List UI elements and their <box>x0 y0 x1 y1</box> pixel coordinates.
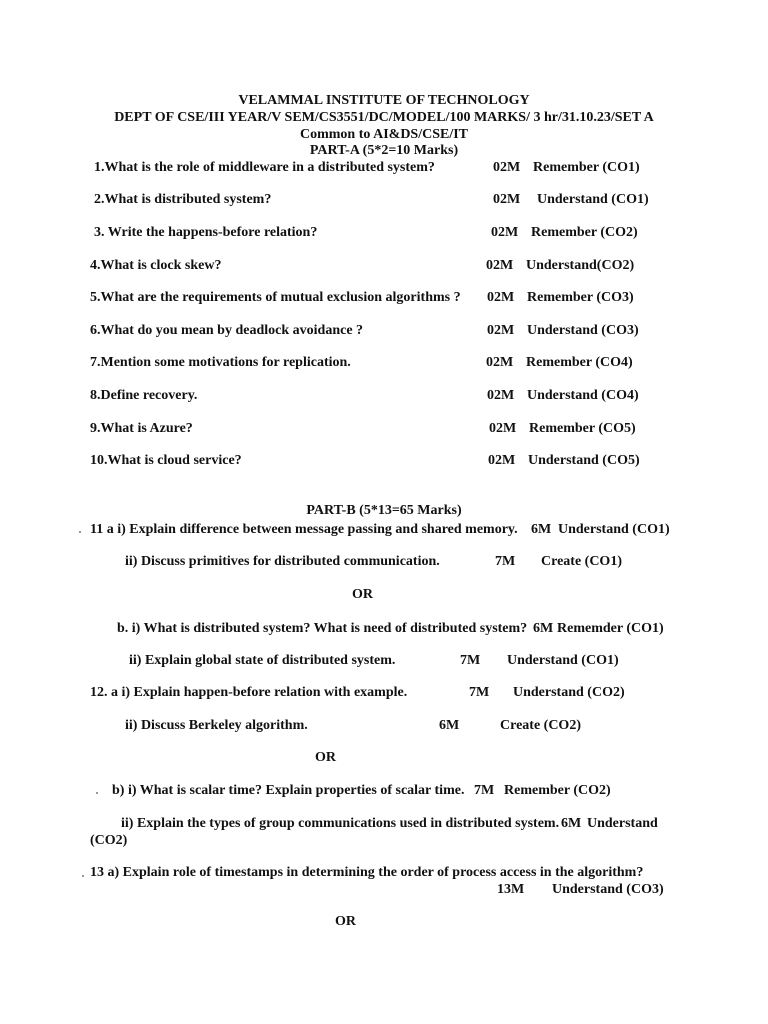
question-text: ii) Explain the types of group communications used in distributed system. <box>121 816 560 831</box>
question-text: 7.Mention some motivations for replication. <box>90 355 351 370</box>
exam-details-line: DEPT OF CSE/III YEAR/V SEM/CS3551/DC/MODEL/100 MARKS/ 3 hr/31.10.23/SET A <box>114 110 654 125</box>
bullet-mark <box>96 792 98 794</box>
question-text: 8.Define recovery. <box>90 388 198 403</box>
question-text: 9.What is Azure? <box>90 421 193 436</box>
question-level: Understand (CO1) <box>558 522 670 537</box>
question-level: Create (CO2) <box>500 718 581 733</box>
question-level: Understand (CO3) <box>552 882 664 897</box>
question-text: 10.What is cloud service? <box>90 453 242 468</box>
question-text: b) i) What is scalar time? Explain properties of scalar time. <box>112 783 465 798</box>
question-level: Remember (CO1) <box>533 160 640 175</box>
question-text: ii) Discuss primitives for distributed communication. <box>125 554 440 569</box>
question-text: b. i) What is distributed system? What is need of distributed system? <box>117 621 528 636</box>
bullet-mark <box>79 531 81 533</box>
or-separator: OR <box>335 914 356 929</box>
question-marks: 02M <box>493 160 521 175</box>
question-marks: 7M <box>474 783 495 798</box>
question-level: Understand (CO3) <box>527 323 639 338</box>
or-separator: OR <box>315 750 336 765</box>
question-level: Understand <box>587 816 658 831</box>
question-level: Remember (CO2) <box>531 225 638 240</box>
question-text: 12. a i) Explain happen-before relation with example. <box>90 685 408 700</box>
question-level: Understand(CO2) <box>526 258 635 273</box>
part-b-title: PART-B (5*13=65 Marks) <box>306 503 462 518</box>
question-marks: 02M <box>488 453 516 468</box>
part-a-title: PART-A (5*2=10 Marks) <box>309 143 459 158</box>
question-text: 6.What do you mean by deadlock avoidance ? <box>90 323 364 338</box>
question-text: ii) Discuss Berkeley algorithm. <box>125 718 308 733</box>
question-marks: 02M <box>487 388 515 403</box>
question-level: Understand (CO1) <box>507 653 619 668</box>
question-marks: 7M <box>495 554 516 569</box>
question-marks: 02M <box>487 323 515 338</box>
question-text: 3. Write the happens-before relation? <box>94 225 318 240</box>
question-level: Remember (CO4) <box>526 355 633 370</box>
question-marks: 02M <box>491 225 519 240</box>
question-level: Remember (CO2) <box>504 783 611 798</box>
question-marks: 6M <box>531 522 552 537</box>
question-marks: 7M <box>460 653 481 668</box>
common-to-line: Common to AI&DS/CSE/IT <box>299 127 469 142</box>
question-text: 4.What is clock skew? <box>90 258 222 273</box>
question-marks: 13M <box>497 882 525 897</box>
question-marks: 6M <box>533 621 554 636</box>
question-text: 1.What is the role of middleware in a distributed system? <box>94 160 435 175</box>
question-level: Remember (CO5) <box>529 421 636 436</box>
question-level-continued: (CO2) <box>90 833 128 848</box>
question-marks: 02M <box>487 290 515 305</box>
question-marks: 7M <box>469 685 490 700</box>
question-level: Create (CO1) <box>541 554 622 569</box>
question-level: Rememder (CO1) <box>557 621 664 636</box>
question-text: 13 a) Explain role of timestamps in determining the order of process access in the algorithm? <box>90 865 644 880</box>
institute-name: VELAMMAL INSTITUTE OF TECHNOLOGY <box>238 93 530 108</box>
question-text: 5.What are the requirements of mutual exclusion algorithms ? <box>90 290 461 305</box>
question-marks: 6M <box>561 816 582 831</box>
question-level: Understand (CO5) <box>528 453 640 468</box>
question-text: ii) Explain global state of distributed system. <box>129 653 396 668</box>
or-separator: OR <box>352 587 373 602</box>
question-marks: 02M <box>489 421 517 436</box>
question-text: 2.What is distributed system? <box>94 192 272 207</box>
bullet-mark <box>82 875 84 877</box>
question-marks: 02M <box>486 355 514 370</box>
question-marks: 02M <box>486 258 514 273</box>
question-marks: 02M <box>493 192 521 207</box>
question-level: Understand (CO2) <box>513 685 625 700</box>
question-text: 11 a i) Explain difference between message passing and shared memory. <box>90 522 518 537</box>
question-level: Understand (CO1) <box>537 192 649 207</box>
question-level: Remember (CO3) <box>527 290 634 305</box>
question-marks: 6M <box>439 718 460 733</box>
question-level: Understand (CO4) <box>527 388 639 403</box>
